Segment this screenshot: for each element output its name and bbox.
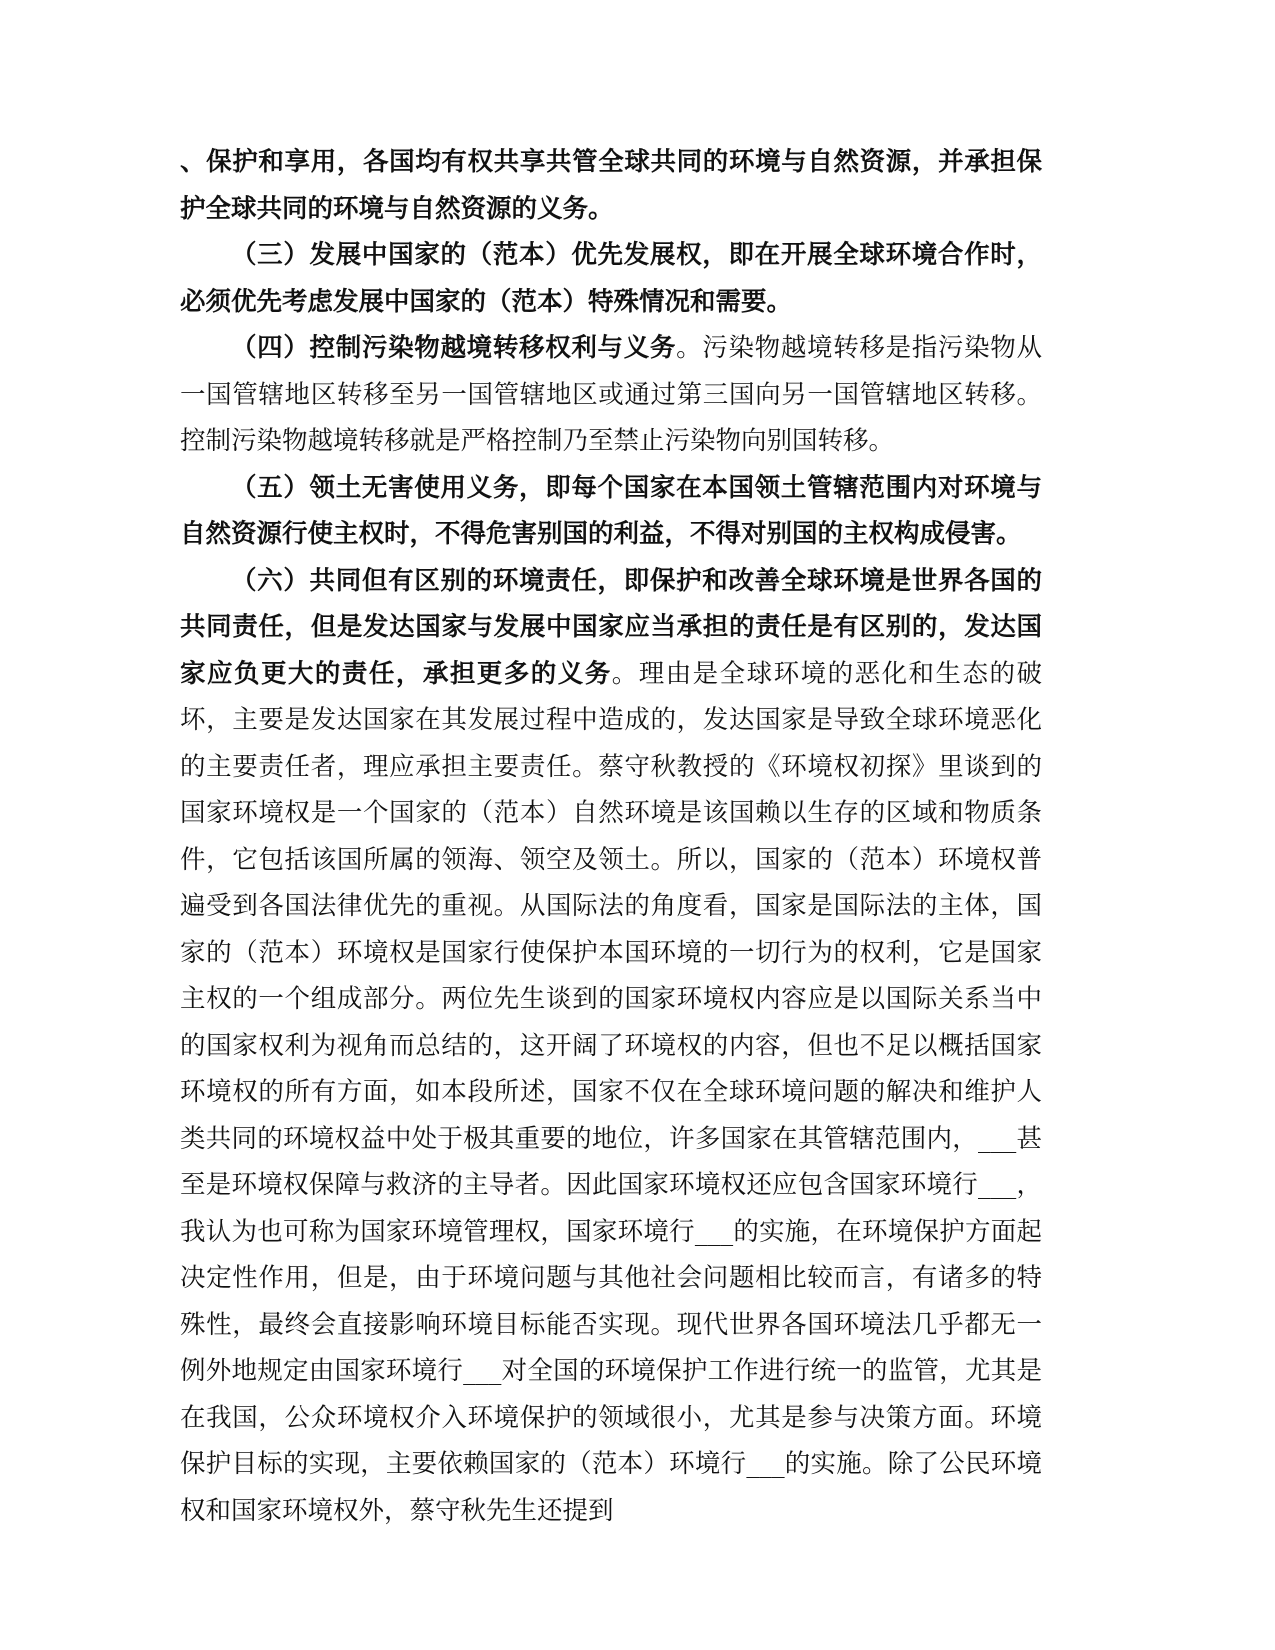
paragraph-1: [180, 139, 1042, 232]
paragraph-5-bold: （六）共同但有区别的环境责任，即保护和改善全球环境是世界各国的共同责任，但是发达国家与发展中国家应当承担的责任是有区别的，发达国家应负更大的责任，承担更多的义务: [180, 565, 1042, 689]
paragraph-5: [180, 558, 1042, 1535]
paragraph-1-bold: 、保护和享用，各国均有权共享共管全球共同的环境与自然资源，并承担保护全球共同的环境与自然资源的义务。: [180, 147, 1042, 224]
paragraph-4: [180, 465, 1042, 558]
paragraph-3-text: 。污染物越境转移是指污染物从一国管辖地区转移至另一国管辖地区或通过第三国向另一国管辖地区转移。控制污染物越境转移就是严格控制乃至禁止污染物向别国转移。: [180, 333, 1042, 456]
paragraph-3-bold: （四）控制污染物越境转移权利与义务: [231, 333, 677, 363]
paragraph-5-text: 。理由是全球环境的恶化和生态的破坏，主要是发达国家在其发展过程中造成的，发达国家是导致全球环境恶化的主要责任者，理应承担主要责任。蔡守秋教授的《环境权初探》里谈到的国家环境权是一个国家的（范本）自然环境是该国赖以生存的区域和物质条件，它包括该国所属的领海、领空及领土。所以，国家的（范本）环境权普遍受到各国法律优先的重视。从国际法的角度看，国家是国际法的主体，国家的（范本）环境权是国家行使保护本国环境的一切行为的权利，它是国家主权的一个组成部分。两位先生谈到的国家环境权内容应是以国际关系当中的国家权利为视角而总结的，这开阔了环境权的内容，但也不足以概括国家环境权的所有方面，如本段所述，国家不仅在全球环境问题的解决和维护人类共同的环境权益中处于极其重要的地位，许多国家在其管辖范围内，___甚至是环境权保障与救济的主导者。因此国家环境权还应包含国家环境行___，我认为也可称为国家环境管理权，国家环境行___的实施，在环境保护方面起决定性作用，但是，由于环境问题与其他社会问题相比较而言，有诸多的特殊性，最终会直接影响环境目标能否实现。现代世界各国环境法几乎都无一例外地规定由国家环境行___对全国的环境保护工作进行统一的监管，尤其是在我国，公众环境权介入环境保护的领域很小，尤其是参与决策方面。环境保护目标的实现，主要依赖国家的（范本）环境行___的实施。除了公民环境权和国家环境权外，蔡守秋先生还提到: [180, 658, 1042, 1526]
document-page: [180, 139, 1042, 1534]
paragraph-4-bold: （五）领土无害使用义务，即每个国家在本国领土管辖范围内对环境与自然资源行使主权时，不得危害别国的利益，不得对别国的主权构成侵害。: [180, 472, 1042, 549]
paragraph-3: [180, 325, 1042, 465]
paragraph-2: [180, 232, 1042, 325]
paragraph-2-bold: （三）发展中国家的（范本）优先发展权，即在开展全球环境合作时，必须优先考虑发展中国家的（范本）特殊情况和需要。: [180, 240, 1042, 317]
